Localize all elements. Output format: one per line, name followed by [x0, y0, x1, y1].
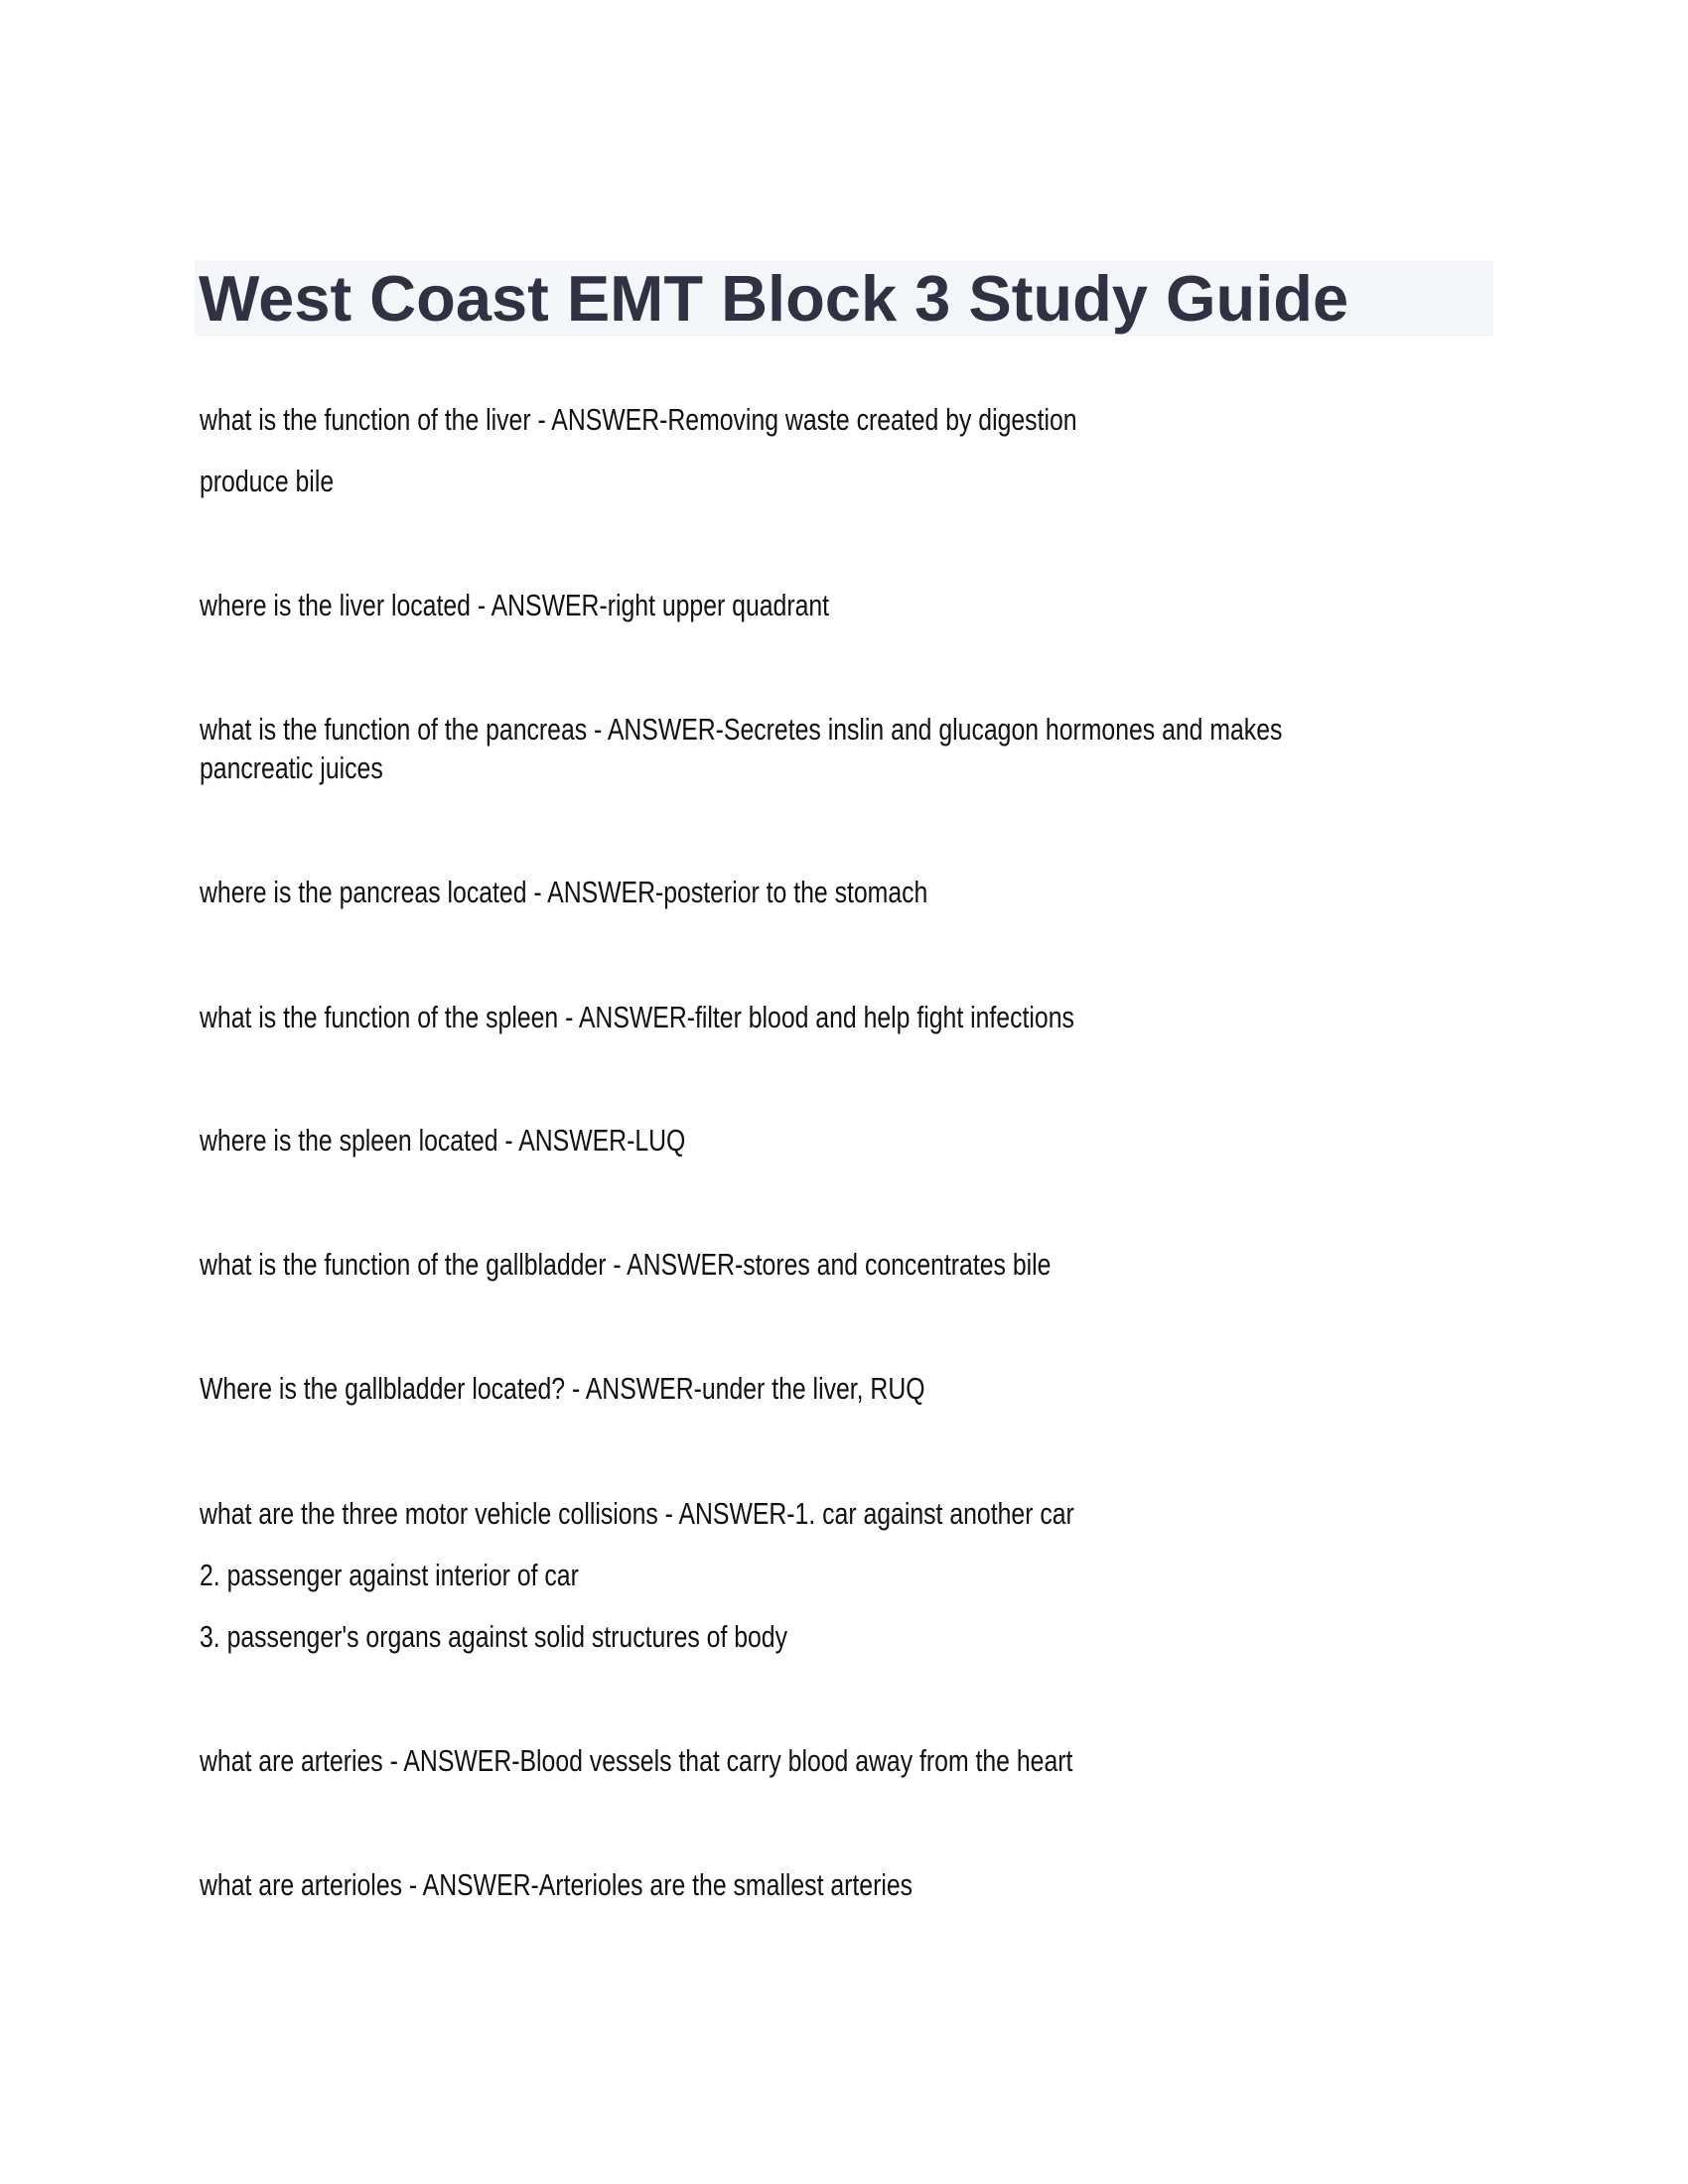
page-title: West Coast EMT Block 3 Study Guide — [199, 262, 1349, 335]
qa-answer-continuation: 2. passenger against interior of car — [200, 1558, 579, 1592]
qa-question-line: what is the function of the gallbladder - ANSWER-stores and concentrates bile — [200, 1247, 1052, 1282]
qa-question-line: what is the function of the pancreas - ANSWER-Secretes inslin and glucagon hormones and makes — [200, 712, 1283, 747]
qa-answer-continuation: produce bile — [200, 464, 335, 498]
qa-question-line: Where is the gallbladder located? - ANSWER-under the liver, RUQ — [200, 1371, 925, 1406]
qa-question-line: what are the three motor vehicle collisions - ANSWER-1. car against another car — [200, 1496, 1074, 1531]
qa-answer-wrap: pancreatic juices — [200, 751, 383, 785]
qa-answer-continuation: 3. passenger's organs against solid structures of body — [200, 1619, 788, 1654]
qa-question-line: what is the function of the spleen - ANSWER-filter blood and help fight infections — [200, 1000, 1074, 1034]
qa-question-line: what is the function of the liver - ANSWER-Removing waste created by digestion — [200, 402, 1077, 437]
qa-question-line: what are arteries - ANSWER-Blood vessels that carry blood away from the heart — [200, 1743, 1073, 1778]
qa-question-line: what are arterioles - ANSWER-Arterioles are the smallest arteries — [200, 1867, 914, 1902]
qa-question-line: where is the liver located - ANSWER-right upper quadrant — [200, 588, 830, 622]
qa-question-line: where is the spleen located - ANSWER-LUQ — [200, 1123, 686, 1158]
qa-question-line: where is the pancreas located - ANSWER-posterior to the stomach — [200, 875, 928, 909]
